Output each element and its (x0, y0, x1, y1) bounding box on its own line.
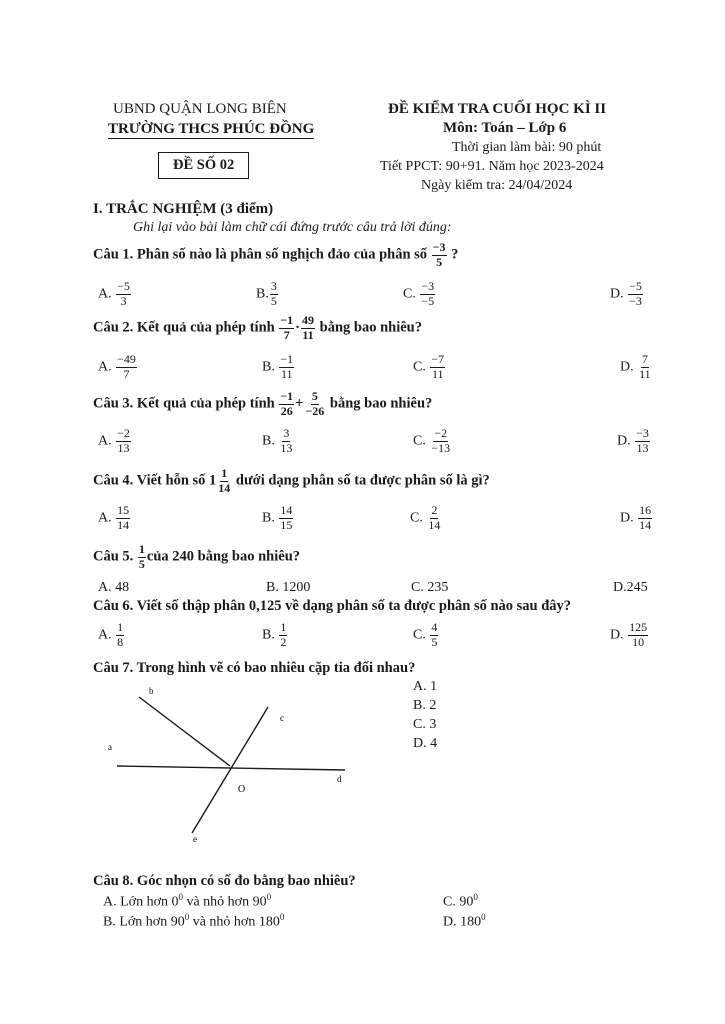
q1-option-b: B. $\frac{3}{5}$ (256, 279, 277, 308)
q5-option-a: A. 48 (98, 580, 130, 595)
label-b: b (149, 686, 154, 696)
label-e: e (193, 834, 197, 844)
label-a: a (108, 742, 112, 752)
q1-option-d: D. $\frac{-5}{-3}$ (610, 279, 642, 308)
q6-option-b: B. $\frac{1}{2}$ (262, 620, 287, 649)
label-o: O (238, 784, 246, 795)
q4-option-a: A. $\frac{15}{14}$ (98, 503, 130, 532)
q3-option-d: D. $\frac{-3}{13}$ (617, 426, 649, 455)
q6-option-d: D. $\frac{125}{10}$ (610, 620, 648, 649)
question-5: Câu 5. $\frac{1}{5}$ của 240 bằng bao nhiêu? (93, 542, 301, 571)
question-1-text: Câu 1. Phân số nào là phân số nghịch đảo của phân số (93, 246, 428, 263)
section-title: I. TRẮC NGHIỆM (3 điểm) (93, 201, 274, 217)
q4-option-d: D. $\frac{16}{14}$ (620, 503, 652, 532)
question-4: Câu 4. Viết hỗn số 1 $\frac{1}{14}$ dưới dạng phân số ta được phân số là gì? (93, 466, 490, 495)
question-1: Câu 1. Phân số nào là phân số nghịch đảo của phân số $\frac{-3}{5}$ ? (93, 240, 459, 269)
q5-option-b: B. 1200 (266, 580, 311, 595)
label-d: d (337, 774, 342, 784)
q2-option-a: A. $\frac{-49}{7}$ (98, 352, 136, 381)
q2-option-c: C. $\frac{-7}{11}$ (413, 352, 445, 381)
q2-option-d: D. $\frac{7}{11}$ (620, 352, 651, 381)
q7-option-a: A. 1 (413, 679, 438, 694)
q7-option-b: B. 2 (413, 698, 437, 713)
district-name: UBND QUẬN LONG BIÊN (113, 101, 287, 117)
exam-duration: Thời gian làm bài: 90 phút (452, 140, 602, 155)
school-name: TRƯỜNG THCS PHÚC ĐỒNG (108, 121, 315, 137)
q8-option-b: B. Lớn hơn $90^0$ và nhỏ hơn $180^0$ (103, 912, 285, 930)
question-2: Câu 2. Kết quả của phép tính $\frac{-1}{7}$ · $\frac{49}{11}$ bằng bao nhiêu? (93, 313, 422, 342)
q7-option-c: C. 3 (413, 717, 437, 732)
exam-subject: Môn: Toán – Lớp 6 (443, 120, 567, 136)
label-c: c (280, 713, 284, 723)
q3-option-b: B. $\frac{3}{13}$ (262, 426, 293, 455)
q4-option-b: B. $\frac{14}{15}$ (262, 503, 293, 532)
q5-option-d: D.245 (613, 580, 648, 595)
question-1-fraction: $\frac{-3}{5}$ (432, 240, 446, 269)
question-3: Câu 3. Kết quả của phép tính $\frac{-1}{26}$ + $\frac{5}{-26}$ bằng bao nhiêu? (93, 389, 433, 418)
q3-option-c: C. $\frac{-2}{-13}$ (413, 426, 451, 455)
exam-code-box: ĐỀ SỐ 02 (158, 152, 249, 179)
q7-option-d: D. 4 (413, 736, 438, 751)
q4-option-c: C. $\frac{2}{14}$ (410, 503, 441, 532)
exam-periods: Tiết PPCT: 90+91. Năm học 2023-2024 (380, 159, 604, 174)
q1-option-a: A. $\frac{-5}{3}$ (98, 279, 130, 308)
q1-option-c: C. $\frac{-3}{-5}$ (403, 279, 435, 308)
q5-option-c: C. 235 (411, 580, 449, 595)
question-6: Câu 6. Viết số thập phân 0,125 về dạng phân số ta được phân số nào sau đây? (93, 598, 572, 614)
q8-option-c: C. $90^0$ (443, 892, 478, 910)
ray-ob (139, 697, 230, 766)
question-7: Câu 7. Trong hình vẽ có bao nhiêu cặp tia đối nhau? (93, 660, 416, 676)
section-instruction: Ghi lại vào bài làm chữ cái đứng trước câu trả lời đúng: (133, 220, 452, 235)
q6-option-c: C. $\frac{4}{5}$ (413, 620, 438, 649)
line-ce (192, 707, 268, 833)
q8-option-a: A. Lớn hơn $0^0$ và nhỏ hơn $90^0$ (103, 892, 272, 910)
exam-date: Ngày kiểm tra: 24/04/2024 (421, 178, 573, 193)
q6-option-a: A. $\frac{1}{8}$ (98, 620, 124, 649)
q3-option-a: A. $\frac{-2}{13}$ (98, 426, 130, 455)
q2-option-b: B. $\frac{-1}{11}$ (262, 352, 294, 381)
question-8: Câu 8. Góc nhọn có số đo bằng bao nhiêu? (93, 873, 356, 889)
exam-title: ĐỀ KIỂM TRA CUỐI HỌC KÌ II (388, 101, 607, 117)
q8-option-d: D. $180^0$ (443, 912, 486, 930)
